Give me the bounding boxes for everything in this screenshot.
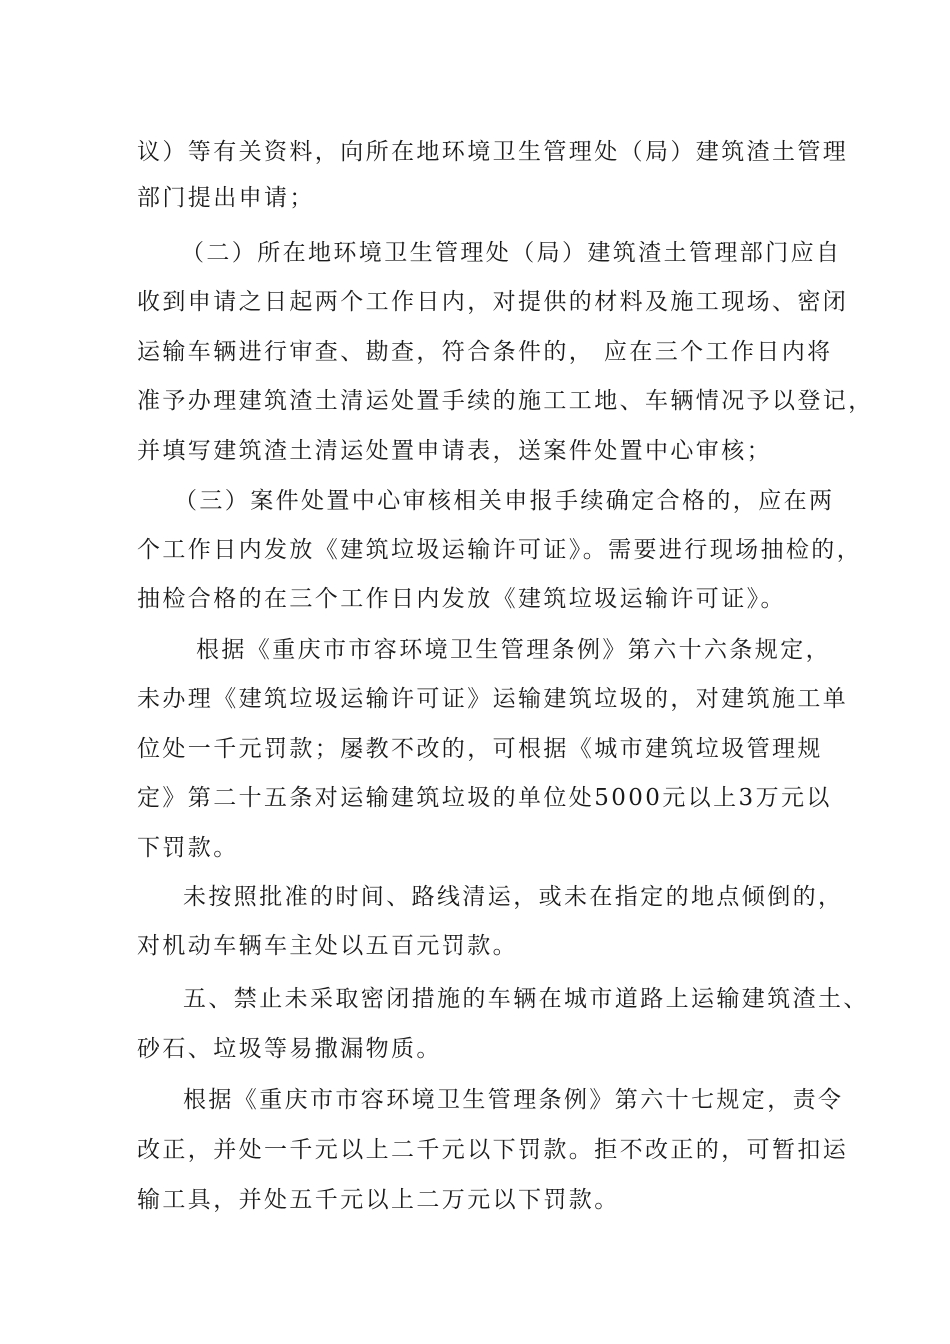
text-line: 下罚款。 [137, 835, 239, 861]
text-line: 并填写建筑渣土清运处置申请表，送案件处置中心审核； [137, 438, 772, 464]
text-line: （二）所在地环境卫生管理处（局）建筑渣土管理部门应自 [181, 240, 842, 266]
text-line: 位处一千元罚款；屡教不改的，可根据《城市建筑垃圾管理规 [137, 736, 823, 762]
text-line: 改正，并处一千元以上二千元以下罚款。拒不改正的，可暂扣运 [137, 1137, 849, 1163]
text-line: 对机动车辆车主处以五百元罚款。 [137, 933, 518, 959]
text-line: 根据《重庆市市容环境卫生管理条例》第六十七规定，责令 [183, 1087, 844, 1113]
text-line: 抽检合格的在三个工作日内发放《建筑垃圾运输许可证》。 [137, 586, 786, 612]
text-line: 个工作日内发放《建筑垃圾运输许可证》。需要进行现场抽检的， [137, 537, 863, 563]
text-line: 根据《重庆市市容环境卫生管理条例》第六十六条规定， [196, 637, 831, 663]
text-line: 未按照批准的时间、路线清运，或未在指定的地点倾倒的， [183, 884, 844, 910]
text-line: 未办理《建筑垃圾运输许可证》运输建筑垃圾的，对建筑施工单 [137, 686, 849, 712]
text-line: 部门提出申请； [137, 185, 315, 211]
text-line: 定》第二十五条对运输建筑垃圾的单位处5000元以上3万元以 [137, 785, 832, 811]
text-line: 砂石、垃圾等易撒漏物质。 [137, 1036, 442, 1062]
text-line: （三）案件处置中心审核相关申报手续确定合格的，应在两 [174, 488, 835, 514]
text-line: 五、禁止未采取密闭措施的车辆在城市道路上运输建筑渣土、 [183, 986, 869, 1012]
text-line: 准予办理建筑渣土清运处置手续的施工工地、车辆情况予以登记， [137, 388, 874, 414]
text-line: 输工具，并处五千元以上二万元以下罚款。 [137, 1187, 620, 1213]
text-line: 收到申请之日起两个工作日内，对提供的材料及施工现场、密闭 [137, 289, 849, 315]
text-line: 运输车辆进行审查、勘查，符合条件的， 应在三个工作日内将 [137, 339, 833, 365]
text-line: 议）等有关资料，向所在地环境卫生管理处（局）建筑渣土管理 [137, 139, 849, 165]
